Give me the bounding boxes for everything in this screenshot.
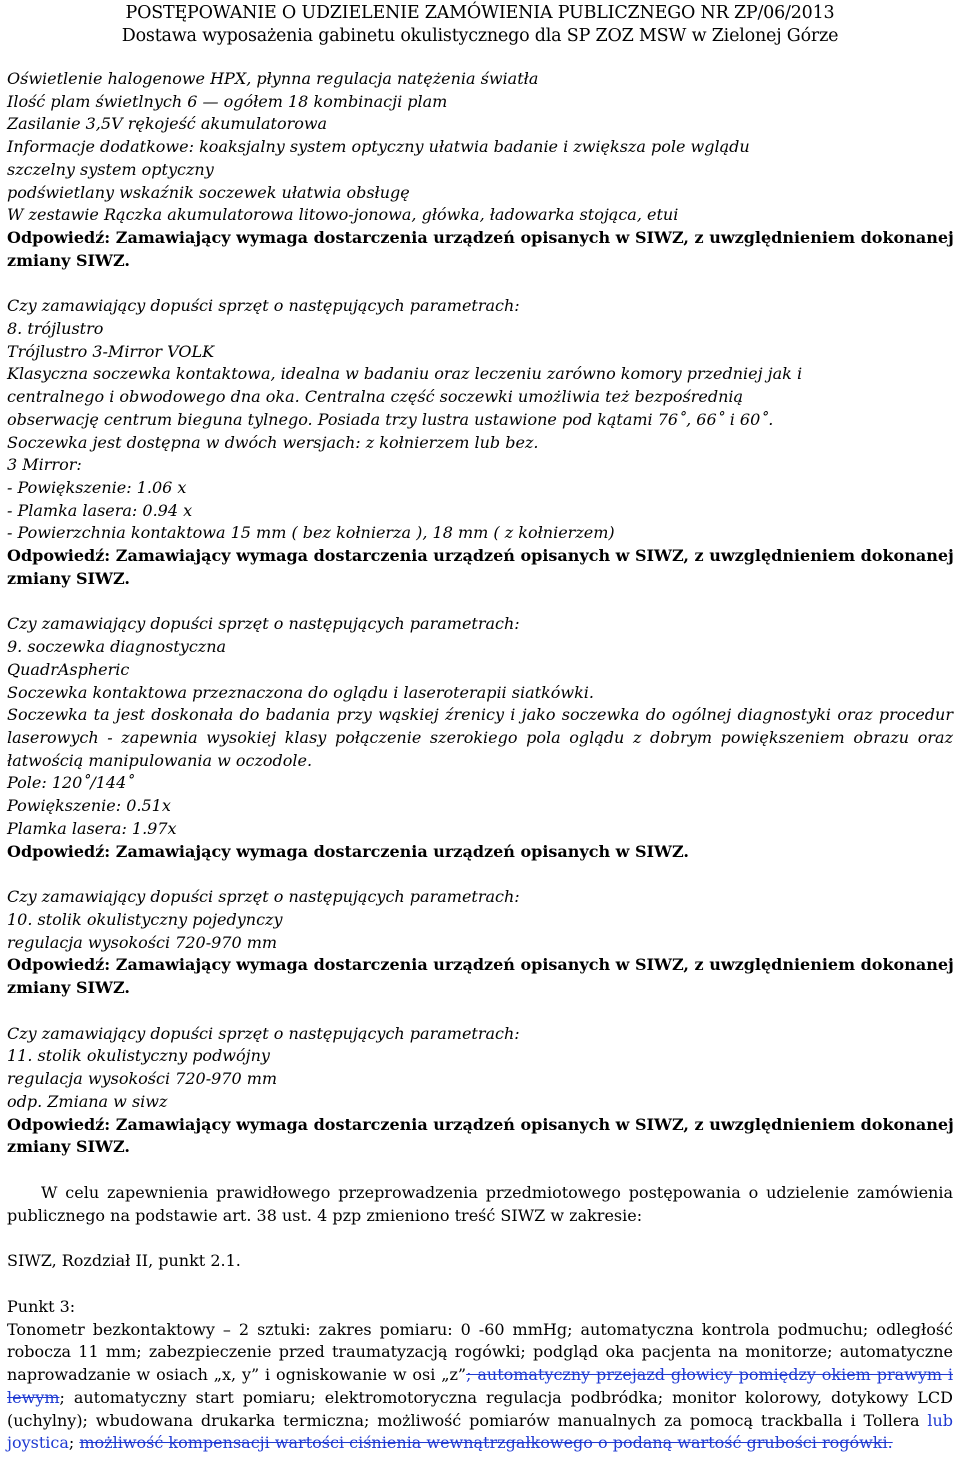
spec-line: regulacja wysokości 720-970 mm (7, 1069, 278, 1089)
spec-line: Plamka lasera: 1.97x (7, 818, 177, 838)
item-name: Trójlustro 3-Mirror VOLK (7, 341, 215, 361)
spec-line: Pole: 120˚/144˚ (7, 773, 135, 793)
note-text: odp. Zmiana w siwz (7, 1091, 168, 1111)
deleted-text: ; automatyczny przejazd głowicy pomiędzy okiem prawym i lewym (7, 1365, 954, 1407)
punkt-label: Punkt 3: (7, 1297, 76, 1317)
item-title: 8. trójlustro (7, 319, 104, 339)
section-8 (7, 295, 953, 590)
answer-text: Odpowiedź: Zamawiający wymaga dostarczenia urządzeń opisanych w SIWZ, z uwzględnieniem dokonanej (7, 227, 954, 247)
answer-text: zmiany SIWZ. (7, 1137, 130, 1157)
section-10 (7, 886, 953, 1000)
answer-text: Odpowiedź: Zamawiający wymaga dostarczenia urządzeń opisanych w SIWZ, z uwzględnieniem dokonanej (7, 1114, 954, 1134)
tonometr-paragraph (7, 1319, 953, 1455)
answer-text: zmiany SIWZ. (7, 978, 130, 998)
section-11 (7, 1023, 953, 1159)
spec-line: Zasilanie 3,5V rękojeść akumulatorowa (7, 114, 328, 134)
closing-section (7, 1182, 953, 1455)
tonometr-text-2: ; automatyczny start pomiaru; elektromotoryczna regulacja podbródka; monitor kolorowy, dotykowy LCD (uchylny); wbudowana drukarka termiczna; możliwość pomiarów manualnych za pomocą trackballa i Tollera (7, 1387, 953, 1430)
document-body (7, 68, 953, 1455)
header-line-2: Dostawa wyposażenia gabinetu okulistycznego dla SP ZOZ MSW w Zielonej Górze (121, 26, 839, 46)
spec-paragraph: Soczewka ta jest doskonała do badania przy wąskiej źrenicy i jako soczewka do ogólnej diagnostyki oraz procedur laserowych - zapewnia wysokiej klasy połączenie szerokiego pola oglądu z dobrym powiększeniem obrazu oraz łatwością manipulowania w oczodole. (7, 705, 953, 770)
spec-line: Informacje dodatkowe: koaksjalny system optyczny ułatwia badanie i zwiększa pole wglądu (7, 137, 750, 157)
closing-paragraph: W celu zapewnienia prawidłowego przeprowadzenia przedmiotowego postępowania o udzielenie zamówienia publicznego na podstawie art. 38 ust. 4 pzp zmieniono treść SIWZ w zakresie: (7, 1182, 953, 1225)
spec-line: 3 Mirror: (7, 455, 82, 475)
spec-line: Soczewka jest dostępna w dwóch wersjach: z kołnierzem lub bez. (7, 432, 539, 452)
inserted-text: lub joystica (7, 1410, 953, 1453)
item-title: 9. soczewka diagnostyczna (7, 637, 227, 657)
spec-line: - Plamka lasera: 0.94 x (7, 500, 193, 520)
spec-line: Ilość plam świetlnych 6 — ogółem 18 kombinacji plam (7, 91, 448, 111)
spec-line: obserwację centrum bieguna tylnego. Posiada trzy lustra ustawione pod kątami 76˚, 66˚ i 60˚. (7, 409, 774, 429)
spec-line: szczelny system optyczny (7, 159, 214, 179)
answer-text: Odpowiedź: Zamawiający wymaga dostarczenia urządzeń opisanych w SIWZ, z uwzględnieniem dokonanej (7, 546, 954, 566)
spec-line: Soczewka kontaktowa przeznaczona do oglądu i laseroterapii siatkówki. (7, 682, 594, 702)
spec-line: Klasyczna soczewka kontaktowa, idealna w badaniu oraz leczeniu zarówno komory przedniej jak i (7, 364, 803, 384)
tonometr-text-3: ; (68, 1433, 80, 1453)
section-7 (7, 68, 953, 272)
answer-text: Odpowiedź: Zamawiający wymaga dostarczenia urządzeń opisanych w SIWZ, z uwzględnieniem dokonanej (7, 955, 954, 975)
spec-line: centralnego i obwodowego dna oka. Centralna część soczewki umożliwia też bezpośrednią (7, 387, 744, 407)
header-line-1: POSTĘPOWANIE O UDZIELENIE ZAMÓWIENIA PUBLICZNEGO NR ZP/06/2013 (125, 3, 835, 23)
tonometr-text-1: Tonometr bezkontaktowy – 2 sztuki: zakres pomiaru: 0 -60 mmHg; automatyczna kontrola podmuchu; odległość robocza 11 mm; zabezpieczenie przed traumatyzacją rogówki; podgląd oka pacjenta na monitorze; automatyczne naprowadzanie w osiach „x, y” i ogniskowanie w osi „z” (7, 1319, 953, 1385)
spec-line: W zestawie Rączka akumulatorowa litowo-jonowa, główka, ładowarka stojąca, etui (7, 205, 679, 225)
section-9 (7, 613, 953, 863)
question-text: Czy zamawiający dopuści sprzęt o następujących parametrach: (7, 614, 520, 634)
spec-line: Oświetlenie halogenowe HPX, płynna regulacja natężenia światła (7, 69, 539, 88)
answer-text: zmiany SIWZ. (7, 250, 130, 270)
item-name: QuadrAspheric (7, 659, 130, 679)
item-title: 11. stolik okulistyczny podwójny (7, 1046, 270, 1066)
deleted-text: możliwość kompensacji wartości ciśnienia wewnątrzgałkowego o podaną wartość grubości rogówki. (79, 1433, 893, 1453)
spec-line: Powiększenie: 0.51x (7, 796, 171, 816)
spec-line: - Powierzchnia kontaktowa 15 mm ( bez kołnierza ), 18 mm ( z kołnierzem) (7, 523, 615, 543)
answer-text: zmiany SIWZ. (7, 568, 130, 588)
question-text: Czy zamawiający dopuści sprzęt o następujących parametrach: (7, 1023, 520, 1043)
siwz-reference: SIWZ, Rozdział II, punkt 2.1. (7, 1251, 241, 1271)
spec-line: - Powiększenie: 1.06 x (7, 477, 187, 497)
item-title: 10. stolik okulistyczny pojedynczy (7, 909, 283, 929)
question-text: Czy zamawiający dopuści sprzęt o następujących parametrach: (7, 887, 520, 907)
answer-text: Odpowiedź: Zamawiający wymaga dostarczenia urządzeń opisanych w SIWZ. (7, 841, 689, 861)
page-header (0, 0, 960, 46)
spec-line: regulacja wysokości 720-970 mm (7, 932, 278, 952)
question-text: Czy zamawiający dopuści sprzęt o następujących parametrach: (7, 296, 520, 316)
spec-line: podświetlany wskaźnik soczewek ułatwia obsługę (7, 182, 410, 202)
